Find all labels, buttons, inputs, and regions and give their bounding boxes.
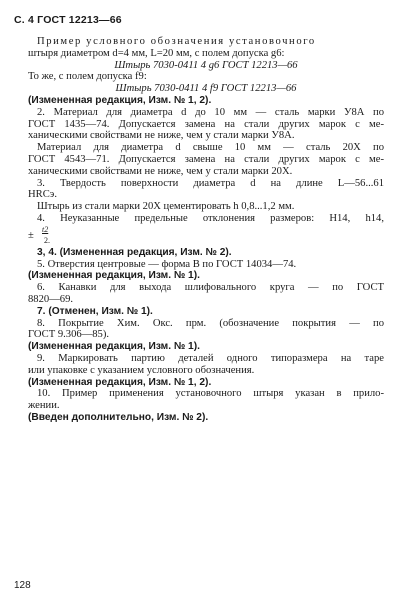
text-line: 7. (Отменен, Изм. № 1).: [37, 305, 153, 317]
text-line: (Измененная редакция, Изм. № 1).: [28, 270, 200, 282]
text-line: штыря диаметром d=4 мм, L=20 мм, с полем допуска g6:: [28, 47, 285, 59]
tolerance-fraction: [28, 225, 384, 247]
text-line: Материал для диаметра d свыше 10 мм — сталь 20Х по: [37, 142, 384, 154]
text-line: Пример условного обозначения установочного: [37, 36, 316, 47]
page-header: С. 4 ГОСТ 12213—66: [14, 14, 122, 26]
text-line: 5. Отверстия центровые — форма В по ГОСТ 14034—74.: [37, 258, 297, 270]
fraction-denominator: 2.: [44, 235, 50, 245]
text-line: жении.: [28, 400, 60, 412]
fraction-numerator: t2: [42, 224, 49, 234]
text-line: или упаковке с указанием условного обозначения.: [28, 364, 255, 376]
text-line: ханическими свойствами не ниже, чем у стали марки 20Х.: [28, 165, 293, 177]
text-line: 3, 4. (Измененная редакция, Изм. № 2).: [37, 246, 232, 258]
text-line: ГОСТ 1435—74. Допускается замена на стали других марок с ме-: [28, 118, 384, 130]
text-line: HRCэ.: [28, 189, 57, 201]
text-line: (Измененная редакция, Изм. № 1).: [28, 341, 200, 353]
text-line: Штырь 7030-0411 4 g6 ГОСТ 12213—66: [114, 59, 298, 71]
plus-minus-sign: ±: [28, 229, 34, 241]
document-body: [28, 36, 384, 424]
text-line: 10. Пример применения установочного штыря указан в прило-: [37, 388, 384, 400]
text-line: (Введен дополнительно, Изм. № 2).: [28, 411, 209, 423]
page-number: 128: [14, 580, 31, 591]
text-line: 8. Покрытие Хим. Окс. прм. (обозначение покрытия — по: [37, 317, 384, 329]
text-line: 9. Маркировать партию деталей одного типоразмера на таре: [37, 352, 384, 364]
text-line: 4. Неуказанные предельные отклонения размеров: H14, h14,: [37, 212, 384, 224]
text-line: Штырь из стали марки 20Х цементировать h 0,8...1,2 мм.: [37, 201, 295, 213]
text-line: ГОСТ 9.306—85).: [28, 329, 110, 341]
text-line: 3. Твердость поверхности диаметра d на длине L—56...61: [37, 177, 384, 189]
text-line: 6. Канавки для выхода шлифовального круга — по ГОСТ: [37, 282, 384, 294]
text-line: 8820—69.: [28, 293, 74, 305]
text-line: Штырь 7030-0411 4 f9 ГОСТ 12213—66: [115, 83, 297, 95]
text-line: То же, с полем допуска f9:: [28, 71, 147, 83]
text-line: (Измененная редакция, Изм. № 1, 2).: [28, 94, 212, 106]
text-line: (Измененная редакция, Изм. № 1, 2).: [28, 376, 212, 388]
text-line: ханическими свойствами не ниже, чем у стали марки У8А.: [28, 130, 295, 142]
text-line: ГОСТ 4543—71. Допускается замена на стали других марок с ме-: [28, 153, 384, 165]
text-line: 2. Материал для диаметра d до 10 мм — сталь марки У8А по: [37, 106, 384, 118]
